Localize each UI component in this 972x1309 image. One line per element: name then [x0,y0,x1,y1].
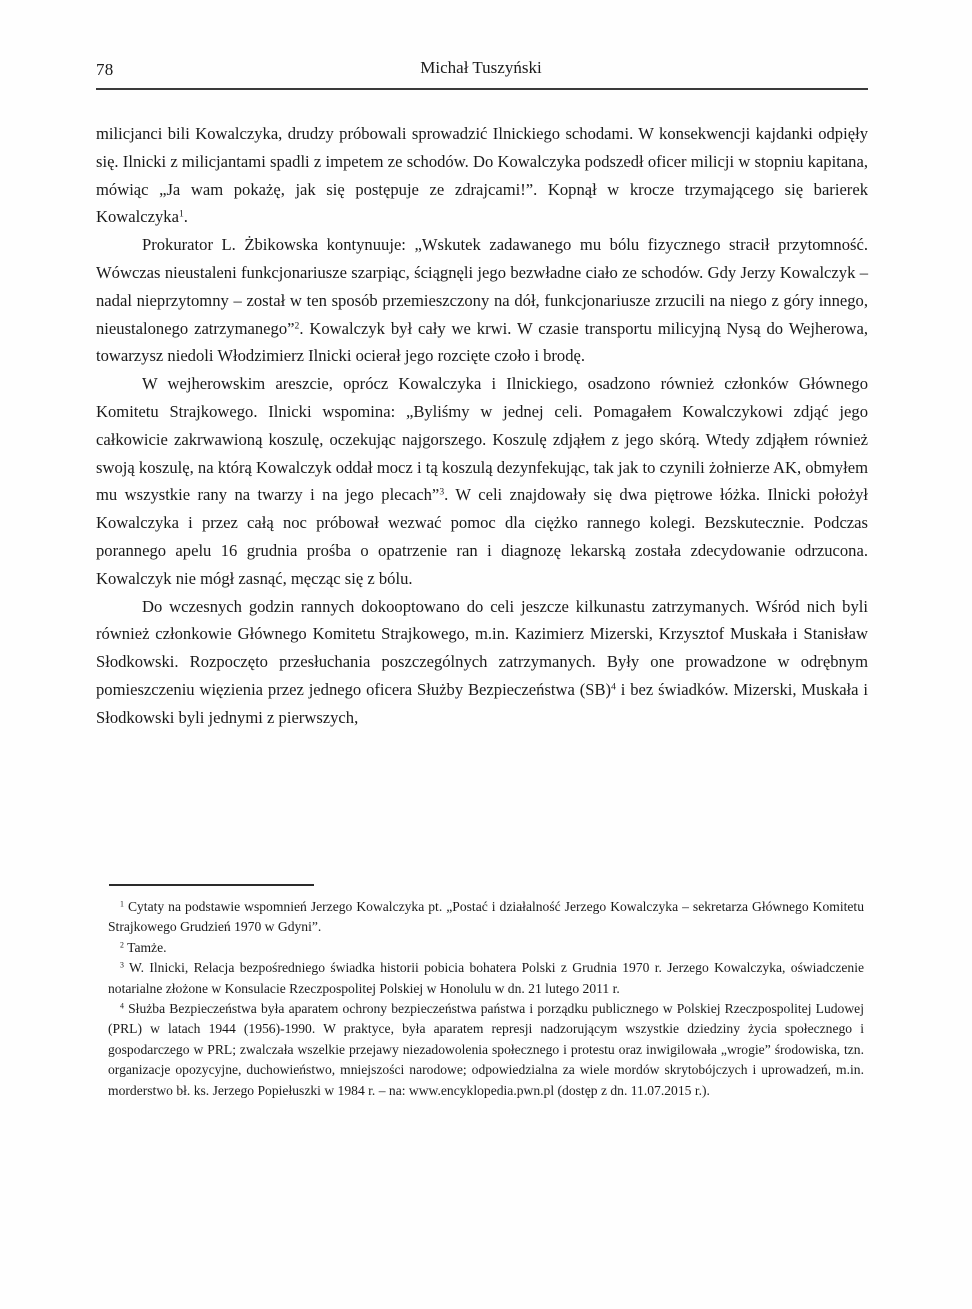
paragraph-1 [96,120,868,231]
paragraph-4 [96,593,868,732]
header-rule [96,88,868,90]
paragraph-2 [96,231,868,370]
footnote-text: Cytaty na podstawie wspomnień Jerzego Kowalczyka pt. „Postać i działalność Jerzego Kowalczyka – sekretarza Głównego Komitetu Strajkowego Grudzień 1970 w Gdyni”. [108,899,864,935]
page-header [96,60,866,90]
footnote-text: W. Ilnicki, Relacja bezpośredniego świadka historii pobicia bohatera Polski z Grudnia 1970 r. Jerzego Kowalczyka, oświadczenie notarialne złożone w Konsulacie Rzeczpospolitej Polskiej w Honolulu w dn. 21 lutego 2011 r. [108,960,864,996]
footnote-ref-2[interactable]: 2 [294,320,300,332]
body-text [96,120,868,732]
paragraph-text: milicjanci bili Kowalczyka, drudzy próbowali sprowadzić Ilnickiego schodami. W konsekwencji kajdanki odpięły się. Ilnicki z milicjantami spadli z impetem ze schodów. Do Kowalczyka podszedł oficer milicji w stopniu kapitana, mówiąc „Ja wam pokażę, jak się postępuje ze zdrajcami!”. Kopnął w krocze trzymającego się barierek Kowalczyka [96,124,868,227]
paragraph-text-tail: . Kowalczyk był cały we krwi. W czasie transportu milicyjną Nysą do Wejherowa, towarzysz niedoli Włodzimierz Ilnicki ocierał jego rozcięte czoło i brodę. [96,318,868,366]
footnote-number: 3 [120,960,124,970]
footnote-separator [109,884,314,886]
page-number: 78 [96,60,114,79]
paragraph-text: W wejherowskim areszcie, oprócz Kowalczyka i Ilnickiego, osadzono również członków Głównego Komitetu Strajkowego. Ilnicki wspomina: „Byliśmy w jednej celi. Pomagałem Kowalczykowi zdjąć jego całkowicie zakrwawioną koszulę, oczekując najgorszego. Koszulę zdjąłem z jego skórą. Wtedy zdjąłem również swoją koszulę, na którą Kowalczyk oddał mocz i tą koszulą dezynfekując, tak jak to czynili żołnierze AK, obmyłem mu wszystkie rany na twarzy i na jego plecach” [96,374,868,505]
paragraph-text-tail: i bez świadków. Mizerski, Muskała i Słodkowski byli jednymi z pierwszych, [96,679,869,727]
paragraph-text: Prokurator L. Żbikowska kontynuuje: „Wskutek zadawanego mu bólu fizycznego stracił przytomność. Wówczas nieustaleni funkcjonariusze szarpiąc, ściągnęli jego bezwładne ciało ze schodów. Gdy Jerzy Kowalczyk – nadal nieprzytomny – został w ten sposób przemieszczony na dół, funkcjonariusze zrzucili na niego z góry innego, nieustalonego zatrzymanego” [96,235,868,338]
footnote-text: Tamże. [127,939,167,955]
footnote-ref-3[interactable]: 3 [439,487,445,499]
paragraph-3 [96,370,868,592]
footnote-4 [108,999,864,1101]
footnote-2 [108,938,864,958]
footnote-number: 4 [120,1001,124,1011]
footnote-number: 2 [120,940,124,950]
footnote-3 [108,958,864,999]
running-head-author: Michał Tuszyński [420,58,542,77]
footnote-text: Służba Bezpieczeństwa była aparatem ochrony bezpieczeństwa państwa i porządku publicznego w Polskiej Rzeczpospolitej Ludowej (PRL) w latach 1944 (1956)-1990. W praktyce, była aparatem represji nadzorującym wszystkie dziedziny życia społecznego i gospodarczego w PRL; zwalczała wszelkie przejawy niezadowolenia społecznego i protestu oraz inwigilowała „wrogie” środowiska, tzn. organizacje opozycyjne, duchowieństwo, mniejszości narodowe; odpowiedzialna za wiele mordów skrytobójczych i uprowadzeń, m.in. morderstwo bł. ks. Jerzego Popiełuszki w 1984 r. – na: www.encyklopedia.pwn.pl (dostęp z dn. 11.07.2015 r.). [108,1001,864,1098]
footnotes [108,897,864,1101]
footnote-1 [108,897,864,938]
footnote-ref-4[interactable]: 4 [611,681,616,693]
footnote-number: 1 [120,899,124,909]
paragraph-text-tail: . W celi znajdowały się dwa piętrowe łóżka. Ilnicki położył Kowalczyka i przez całą noc próbował wezwać pomoc dla ciężko rannego kolegi. Bezskutecznie. Podczas porannego apelu 16 grudnia prośba o opatrzenie ran i diagnozę lekarską została zdecydowanie odrzucona. Kowalczyk nie mógł zasnąć, męcząc się z bólu. [96,485,869,588]
footnote-ref-1[interactable]: 1 [178,209,184,221]
paragraph-text: Do wczesnych godzin rannych dokooptowano do celi jeszcze kilkunastu zatrzymanych. Wśród nich byli również członkowie Głównego Komitetu Strajkowego, m.in. Kazimierz Mizerski, Krzysztof Muskała i Stanisław Słodkowski. Rozpoczęto przesłuchania poszczególnych zatrzymanych. Były one prowadzone w odrębnym pomieszczeniu więzienia przez jednego oficera Służby Bezpieczeństwa (SB) [96,596,868,699]
paragraph-text-tail: . [183,207,188,227]
